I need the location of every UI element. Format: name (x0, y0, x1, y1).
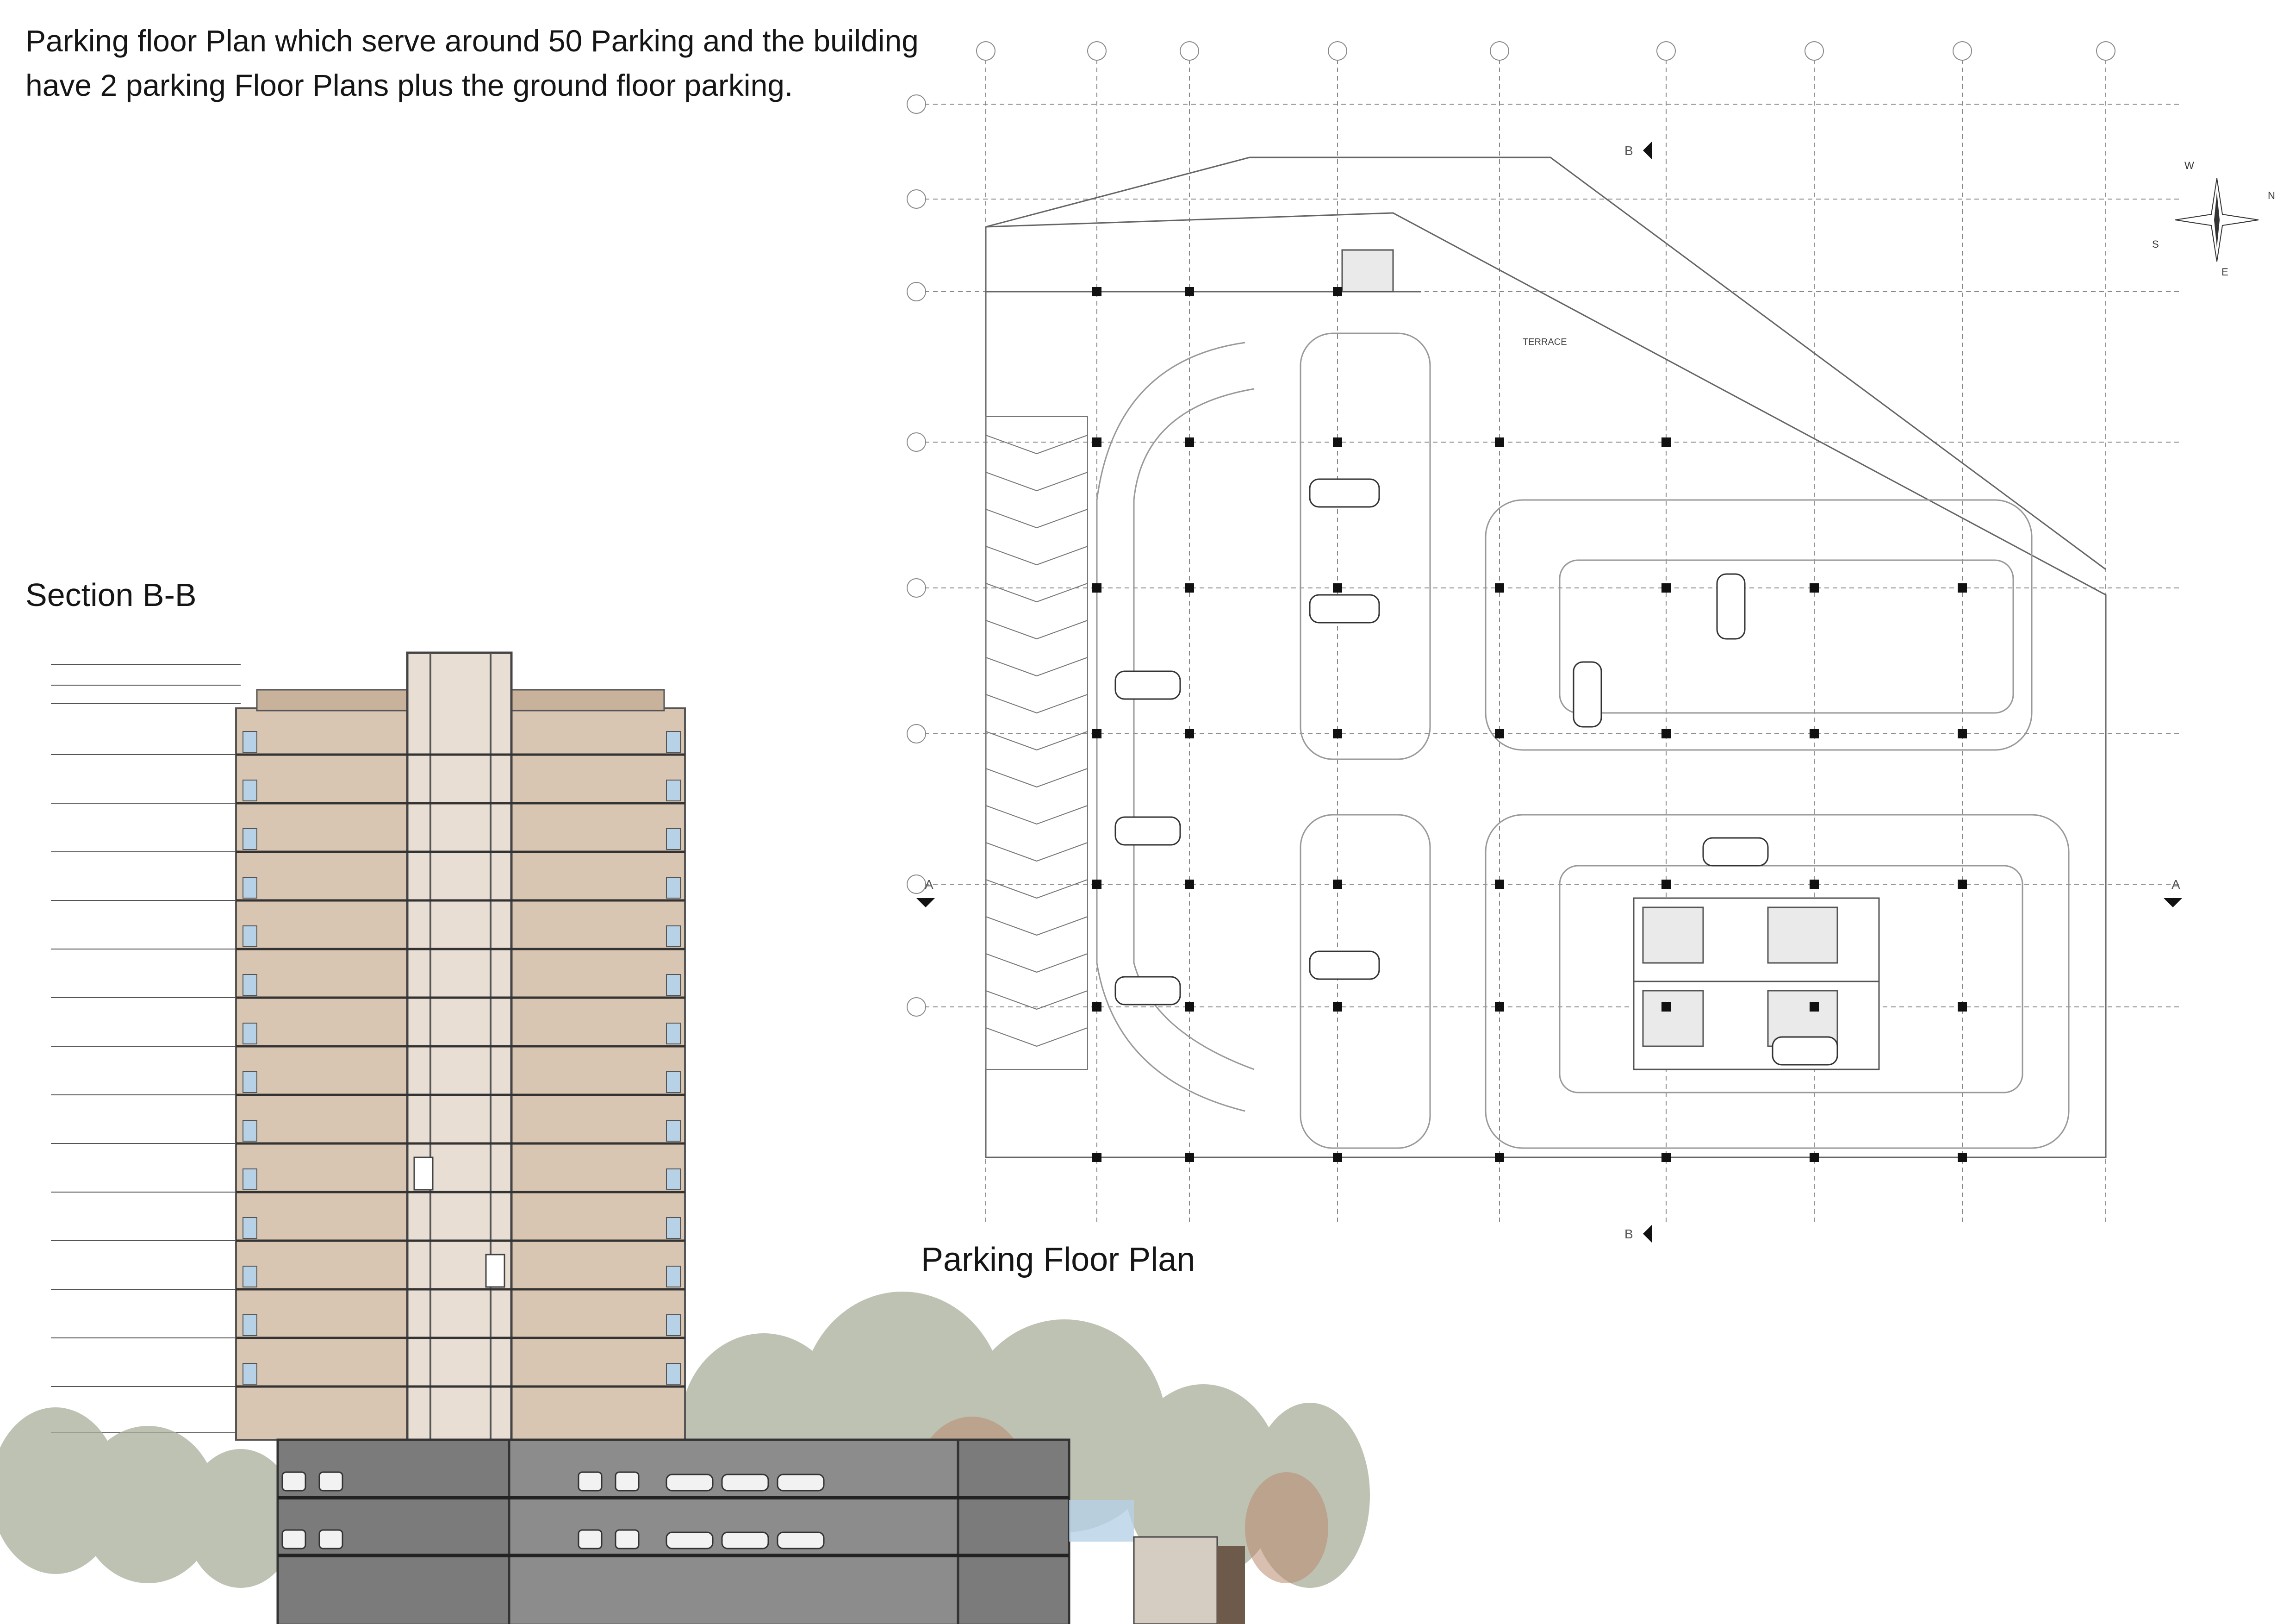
section-label-left: A (925, 877, 933, 892)
section-marker-top (1643, 141, 1652, 160)
section-label-right: A (2172, 877, 2180, 892)
driving-lanes (1097, 333, 2069, 1148)
compass-rose (2175, 178, 2259, 262)
section-label-bottom: B (1624, 1227, 1633, 1241)
section-marker-bottom (1643, 1224, 1652, 1243)
compass-s: S (2152, 238, 2159, 250)
section-title: Section B-B (25, 577, 197, 613)
level-markers (51, 664, 241, 1433)
compass-e: E (2221, 266, 2228, 278)
grid-bubbles (907, 42, 2115, 1016)
grid-lines (916, 51, 2180, 1222)
description-text: Parking floor Plan which serve around 50 Parking and the building have 2 parking Floor Plans plus the ground floor parking. (25, 24, 919, 102)
core (1342, 250, 1879, 1069)
plan-title: Parking Floor Plan (921, 1241, 1195, 1278)
section-marker-right (2164, 898, 2182, 907)
compass-w: W (2184, 160, 2194, 171)
section-marker-left (916, 898, 935, 907)
terrace-label: TERRACE (1523, 337, 1567, 347)
ramp (986, 417, 1088, 1069)
section-label-top: B (1624, 144, 1633, 158)
compass-n: N (2268, 190, 2275, 201)
plan-drawing (902, 37, 2275, 1259)
